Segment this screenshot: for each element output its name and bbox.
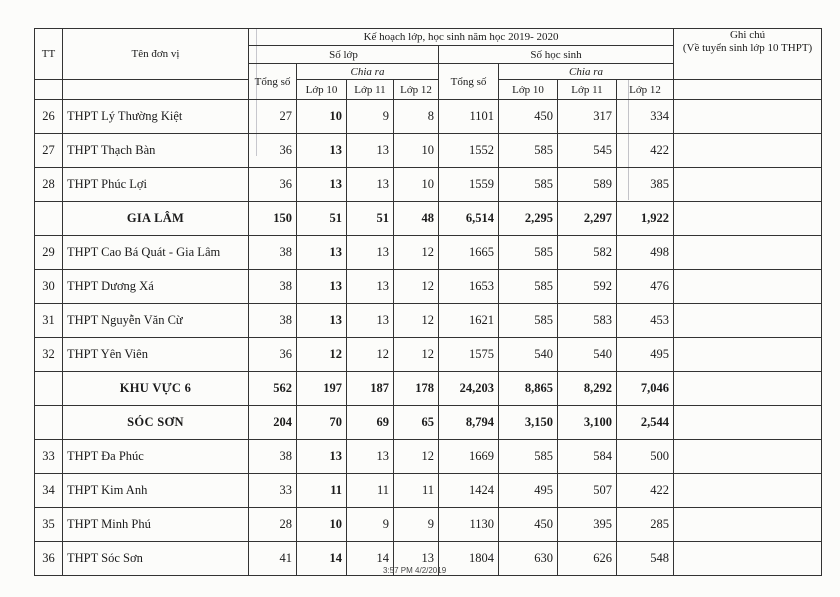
row-students-total: 24,203 xyxy=(439,372,499,406)
row-classes-total: 204 xyxy=(249,406,297,440)
district-summary-row xyxy=(35,406,822,440)
row-note xyxy=(674,134,822,168)
row-tt: 28 xyxy=(35,168,63,202)
row-note xyxy=(674,406,822,440)
header-plan-title: Kế hoạch lớp, học sinh năm học 2019- 2020 xyxy=(249,29,674,46)
header-unit-name: Tên đơn vị xyxy=(63,29,249,80)
row-classes-grade11: 13 xyxy=(347,440,394,474)
row-unit-name: THPT Yên Viên xyxy=(63,338,249,372)
row-classes-grade10: 13 xyxy=(297,304,347,338)
row-students-grade12: 498 xyxy=(617,236,674,270)
class-student-plan-table xyxy=(34,28,822,576)
row-classes-grade11: 51 xyxy=(347,202,394,236)
row-students-grade11: 540 xyxy=(558,338,617,372)
row-classes-total: 28 xyxy=(249,508,297,542)
row-classes-grade11: 13 xyxy=(347,134,394,168)
row-classes-total: 562 xyxy=(249,372,297,406)
row-district-name: GIA LÂM xyxy=(63,202,249,236)
table-row xyxy=(35,270,822,304)
row-classes-total: 150 xyxy=(249,202,297,236)
row-classes-grade11: 69 xyxy=(347,406,394,440)
row-students-grade10: 450 xyxy=(499,100,558,134)
row-unit-name: THPT Nguyễn Văn Cừ xyxy=(63,304,249,338)
row-unit-name: THPT Sóc Sơn xyxy=(63,542,249,576)
row-classes-grade10: 13 xyxy=(297,236,347,270)
row-classes-grade11: 9 xyxy=(347,100,394,134)
row-classes-grade10: 13 xyxy=(297,440,347,474)
table-body xyxy=(35,100,822,576)
header-classes-grade11: Lớp 11 xyxy=(347,80,394,100)
row-students-grade11: 582 xyxy=(558,236,617,270)
row-tt: 27 xyxy=(35,134,63,168)
row-students-grade11: 584 xyxy=(558,440,617,474)
row-classes-grade12: 12 xyxy=(394,236,439,270)
row-students-grade11: 395 xyxy=(558,508,617,542)
row-note xyxy=(674,168,822,202)
note-title: Ghi chú xyxy=(729,29,766,41)
row-classes-grade10: 10 xyxy=(297,100,347,134)
row-students-grade10: 585 xyxy=(499,440,558,474)
row-tt xyxy=(35,202,63,236)
row-note xyxy=(674,542,822,576)
row-students-grade11: 317 xyxy=(558,100,617,134)
row-tt: 32 xyxy=(35,338,63,372)
row-classes-grade10: 13 xyxy=(297,168,347,202)
row-students-grade11: 507 xyxy=(558,474,617,508)
row-note xyxy=(674,474,822,508)
row-students-grade10: 3,150 xyxy=(499,406,558,440)
row-classes-grade12: 12 xyxy=(394,338,439,372)
row-students-grade10: 585 xyxy=(499,304,558,338)
row-unit-name: THPT Thạch Bàn xyxy=(63,134,249,168)
row-unit-name: THPT Kim Anh xyxy=(63,474,249,508)
row-students-total: 1130 xyxy=(439,508,499,542)
row-classes-total: 38 xyxy=(249,270,297,304)
row-students-grade10: 585 xyxy=(499,134,558,168)
row-note xyxy=(674,440,822,474)
row-classes-grade11: 9 xyxy=(347,508,394,542)
row-classes-grade12: 48 xyxy=(394,202,439,236)
row-students-grade11: 589 xyxy=(558,168,617,202)
table-row xyxy=(35,474,822,508)
table-row xyxy=(35,508,822,542)
header-spacer xyxy=(63,80,249,100)
row-tt: 30 xyxy=(35,270,63,304)
header-students-group: Số học sinh xyxy=(439,46,674,64)
note-subtitle: (Về tuyển sinh lớp 10 THPT) xyxy=(682,42,813,54)
row-students-grade10: 2,295 xyxy=(499,202,558,236)
header-students-total: Tổng số xyxy=(439,64,499,100)
table-row xyxy=(35,440,822,474)
row-students-grade12: 548 xyxy=(617,542,674,576)
row-classes-grade10: 70 xyxy=(297,406,347,440)
district-summary-row xyxy=(35,202,822,236)
header-spacer xyxy=(674,80,822,100)
row-classes-total: 27 xyxy=(249,100,297,134)
row-classes-grade12: 11 xyxy=(394,474,439,508)
row-classes-total: 38 xyxy=(249,440,297,474)
row-classes-grade10: 10 xyxy=(297,508,347,542)
row-students-grade10: 585 xyxy=(499,236,558,270)
row-students-grade12: 7,046 xyxy=(617,372,674,406)
row-students-total: 1804 xyxy=(439,542,499,576)
row-students-grade12: 334 xyxy=(617,100,674,134)
row-unit-name: THPT Dương Xá xyxy=(63,270,249,304)
row-classes-grade10: 13 xyxy=(297,270,347,304)
row-unit-name: THPT Phúc Lợi xyxy=(63,168,249,202)
row-students-grade10: 450 xyxy=(499,508,558,542)
row-classes-grade11: 13 xyxy=(347,236,394,270)
row-note xyxy=(674,372,822,406)
header-tt: TT xyxy=(35,29,63,80)
row-students-grade11: 592 xyxy=(558,270,617,304)
row-note xyxy=(674,202,822,236)
row-unit-name: THPT Cao Bá Quát - Gia Lâm xyxy=(63,236,249,270)
row-unit-name: THPT Đa Phúc xyxy=(63,440,249,474)
row-classes-grade12: 178 xyxy=(394,372,439,406)
row-students-grade12: 422 xyxy=(617,474,674,508)
row-students-grade12: 422 xyxy=(617,134,674,168)
row-tt: 35 xyxy=(35,508,63,542)
row-note xyxy=(674,270,822,304)
row-classes-total: 38 xyxy=(249,304,297,338)
header-spacer xyxy=(35,80,63,100)
region-summary-row xyxy=(35,372,822,406)
header-students-grade11: Lớp 11 xyxy=(558,80,617,100)
table-row xyxy=(35,168,822,202)
row-students-total: 1575 xyxy=(439,338,499,372)
row-note xyxy=(674,338,822,372)
row-note xyxy=(674,508,822,542)
row-students-grade10: 8,865 xyxy=(499,372,558,406)
row-classes-grade10: 13 xyxy=(297,134,347,168)
row-classes-grade10: 12 xyxy=(297,338,347,372)
row-students-grade12: 453 xyxy=(617,304,674,338)
row-tt xyxy=(35,406,63,440)
row-classes-grade11: 13 xyxy=(347,270,394,304)
row-classes-grade11: 14 xyxy=(347,542,394,576)
row-note xyxy=(674,236,822,270)
row-students-grade12: 385 xyxy=(617,168,674,202)
row-students-total: 1653 xyxy=(439,270,499,304)
row-classes-grade12: 10 xyxy=(394,168,439,202)
row-unit-name: THPT Minh Phú xyxy=(63,508,249,542)
row-students-grade11: 3,100 xyxy=(558,406,617,440)
row-classes-total: 36 xyxy=(249,338,297,372)
row-students-grade12: 1,922 xyxy=(617,202,674,236)
row-classes-grade11: 12 xyxy=(347,338,394,372)
table-row xyxy=(35,134,822,168)
row-students-total: 1424 xyxy=(439,474,499,508)
row-unit-name: THPT Lý Thường Kiệt xyxy=(63,100,249,134)
row-classes-grade11: 13 xyxy=(347,168,394,202)
print-timestamp: 3:57 PM 4/2/2019 xyxy=(383,566,447,575)
row-classes-grade12: 12 xyxy=(394,270,439,304)
table-row xyxy=(35,304,822,338)
row-classes-total: 36 xyxy=(249,168,297,202)
header-classes-group: Số lớp xyxy=(249,46,439,64)
row-classes-grade12: 8 xyxy=(394,100,439,134)
row-students-total: 1621 xyxy=(439,304,499,338)
row-students-total: 1665 xyxy=(439,236,499,270)
row-students-total: 8,794 xyxy=(439,406,499,440)
row-students-grade11: 626 xyxy=(558,542,617,576)
row-students-total: 6,514 xyxy=(439,202,499,236)
row-classes-grade10: 14 xyxy=(297,542,347,576)
header-classes-total: Tổng số xyxy=(249,64,297,100)
table-header xyxy=(35,29,822,100)
row-students-grade12: 476 xyxy=(617,270,674,304)
header-students-split: Chia ra xyxy=(499,64,674,80)
row-students-grade10: 630 xyxy=(499,542,558,576)
table-row xyxy=(35,100,822,134)
row-classes-total: 41 xyxy=(249,542,297,576)
row-students-grade11: 545 xyxy=(558,134,617,168)
row-students-grade10: 495 xyxy=(499,474,558,508)
row-students-grade10: 585 xyxy=(499,270,558,304)
row-classes-grade10: 51 xyxy=(297,202,347,236)
row-classes-grade11: 187 xyxy=(347,372,394,406)
row-classes-grade12: 9 xyxy=(394,508,439,542)
row-students-grade11: 8,292 xyxy=(558,372,617,406)
row-classes-grade11: 13 xyxy=(347,304,394,338)
row-classes-grade12: 65 xyxy=(394,406,439,440)
header-classes-grade12: Lớp 12 xyxy=(394,80,439,100)
row-region-name: KHU VỰC 6 xyxy=(63,372,249,406)
row-tt: 31 xyxy=(35,304,63,338)
row-students-grade12: 500 xyxy=(617,440,674,474)
row-students-grade12: 495 xyxy=(617,338,674,372)
row-students-grade10: 540 xyxy=(499,338,558,372)
header-note xyxy=(674,29,822,80)
row-classes-grade10: 197 xyxy=(297,372,347,406)
row-classes-total: 33 xyxy=(249,474,297,508)
header-students-grade10: Lớp 10 xyxy=(499,80,558,100)
row-students-grade10: 585 xyxy=(499,168,558,202)
row-classes-total: 36 xyxy=(249,134,297,168)
header-classes-grade10: Lớp 10 xyxy=(297,80,347,100)
row-students-total: 1101 xyxy=(439,100,499,134)
row-students-total: 1559 xyxy=(439,168,499,202)
row-classes-grade12: 13 xyxy=(394,542,439,576)
row-classes-grade12: 12 xyxy=(394,304,439,338)
row-classes-grade12: 10 xyxy=(394,134,439,168)
row-note xyxy=(674,304,822,338)
row-tt: 33 xyxy=(35,440,63,474)
header-classes-split: Chia ra xyxy=(297,64,439,80)
row-tt: 29 xyxy=(35,236,63,270)
row-students-total: 1669 xyxy=(439,440,499,474)
row-note xyxy=(674,100,822,134)
row-students-grade11: 583 xyxy=(558,304,617,338)
row-tt xyxy=(35,372,63,406)
table-row xyxy=(35,236,822,270)
row-students-grade12: 285 xyxy=(617,508,674,542)
row-students-total: 1552 xyxy=(439,134,499,168)
row-tt: 26 xyxy=(35,100,63,134)
row-district-name: SÓC SƠN xyxy=(63,406,249,440)
row-classes-grade11: 11 xyxy=(347,474,394,508)
header-students-grade12: Lớp 12 xyxy=(617,80,674,100)
table-row xyxy=(35,338,822,372)
row-students-grade12: 2,544 xyxy=(617,406,674,440)
row-classes-total: 38 xyxy=(249,236,297,270)
row-classes-grade12: 12 xyxy=(394,440,439,474)
row-tt: 34 xyxy=(35,474,63,508)
row-students-grade11: 2,297 xyxy=(558,202,617,236)
row-classes-grade10: 11 xyxy=(297,474,347,508)
row-tt: 36 xyxy=(35,542,63,576)
